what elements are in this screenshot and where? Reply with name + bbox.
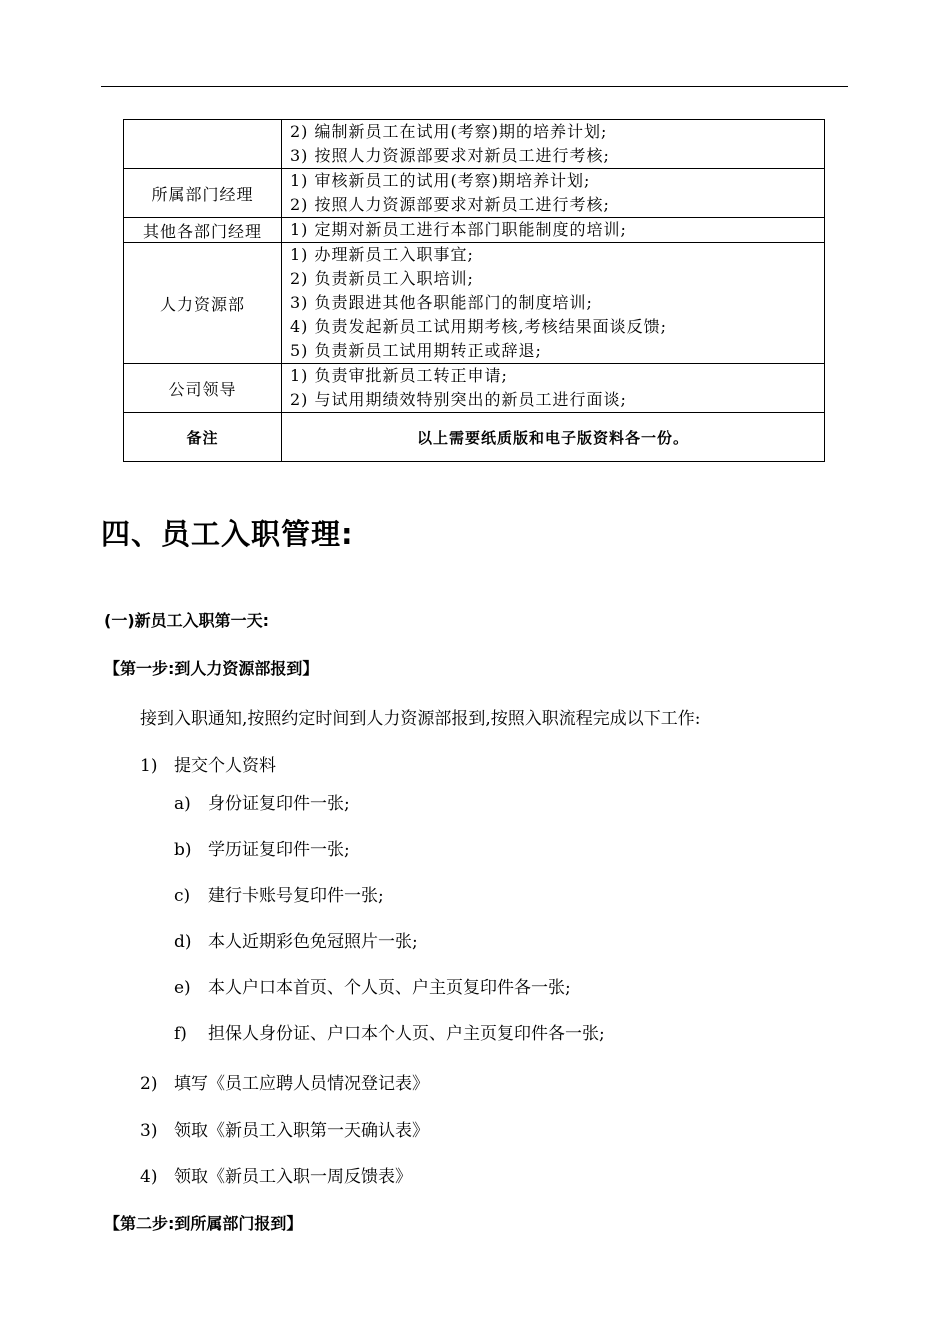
items-cell [282, 169, 825, 218]
list-item [140, 1116, 429, 1141]
items-cell [282, 364, 825, 413]
items-cell [282, 120, 825, 169]
table-row [124, 218, 825, 243]
header-rule [101, 86, 848, 87]
list-text: 担保人身份证、户口本个人页、户主页复印件各一张; [208, 1024, 605, 1044]
responsibility-table [123, 119, 825, 462]
table-row [124, 169, 825, 218]
list-number: f) [174, 1024, 187, 1044]
list-text: 本人户口本首页、个人页、户主页复印件各一张; [208, 978, 571, 998]
role-cell: 所属部门经理 [124, 169, 282, 218]
note-text: 以上需要纸质版和电子版资料各一份。 [282, 413, 825, 462]
items-cell [282, 243, 825, 364]
list-number: a) [174, 794, 191, 814]
items-cell [282, 218, 825, 243]
list-text: 领取《新员工入职一周反馈表》 [174, 1167, 412, 1187]
list-text: 填写《员工应聘人员情况登记表》 [174, 1074, 429, 1094]
step1-intro: 接到入职通知,按照约定时间到人力资源部报到,按照入职流程完成以下工作: [140, 709, 701, 729]
sublist-item [174, 973, 571, 998]
list-item [140, 1069, 429, 1094]
sublist-item [174, 927, 418, 952]
list-number: e) [174, 978, 191, 998]
section-title: 四、员工入职管理: [101, 517, 354, 551]
list-text: 建行卡账号复印件一张; [208, 886, 384, 906]
table-row [124, 120, 825, 169]
subsection-title: (一)新员工入职第一天: [104, 611, 270, 630]
step1-title: 【第一步:到人力资源部报到】 [104, 659, 319, 678]
duty-item: 5) 负责新员工试用期转正或辞退; [290, 341, 542, 360]
duty-item: 2) 编制新员工在试用(考察)期的培养计划; [290, 122, 608, 141]
sublist-item [174, 835, 350, 860]
list-number: b) [174, 840, 192, 860]
note-label: 备注 [124, 413, 282, 462]
role-cell: 公司领导 [124, 364, 282, 413]
list-number: d) [174, 932, 192, 952]
list-number: 4) [140, 1167, 158, 1187]
list-number: 1) [140, 756, 158, 776]
role-cell: 其他各部门经理 [124, 218, 282, 243]
list-item [140, 751, 276, 776]
step2-title: 【第二步:到所属部门报到】 [104, 1214, 303, 1233]
list-text: 本人近期彩色免冠照片一张; [208, 932, 418, 952]
duty-item: 1) 审核新员工的试用(考察)期培养计划; [290, 171, 591, 190]
duty-item: 3) 负责跟进其他各职能部门的制度培训; [290, 293, 593, 312]
list-item [140, 1162, 412, 1187]
table-row [124, 364, 825, 413]
list-text: 领取《新员工入职第一天确认表》 [174, 1121, 429, 1141]
list-number: c) [174, 886, 191, 906]
duty-item: 1) 定期对新员工进行本部门职能制度的培训; [290, 220, 627, 239]
list-number: 2) [140, 1074, 158, 1094]
list-text: 提交个人资料 [174, 756, 276, 776]
duty-item: 2) 与试用期绩效特别突出的新员工进行面谈; [290, 390, 627, 409]
note-row [124, 413, 825, 462]
sublist-item [174, 789, 350, 814]
duty-item: 3) 按照人力资源部要求对新员工进行考核; [290, 146, 610, 165]
duty-item: 2) 负责新员工入职培训; [290, 269, 474, 288]
sublist-item [174, 881, 384, 906]
duty-item: 4) 负责发起新员工试用期考核,考核结果面谈反馈; [290, 317, 667, 336]
list-text: 身份证复印件一张; [208, 794, 350, 814]
table-row [124, 243, 825, 364]
role-cell [124, 120, 282, 169]
duty-item: 1) 负责审批新员工转正申请; [290, 366, 508, 385]
list-text: 学历证复印件一张; [208, 840, 350, 860]
duty-item: 2) 按照人力资源部要求对新员工进行考核; [290, 195, 610, 214]
duty-item: 1) 办理新员工入职事宜; [290, 245, 474, 264]
role-cell: 人力资源部 [124, 243, 282, 364]
list-number: 3) [140, 1121, 158, 1141]
sublist-item [174, 1019, 605, 1044]
